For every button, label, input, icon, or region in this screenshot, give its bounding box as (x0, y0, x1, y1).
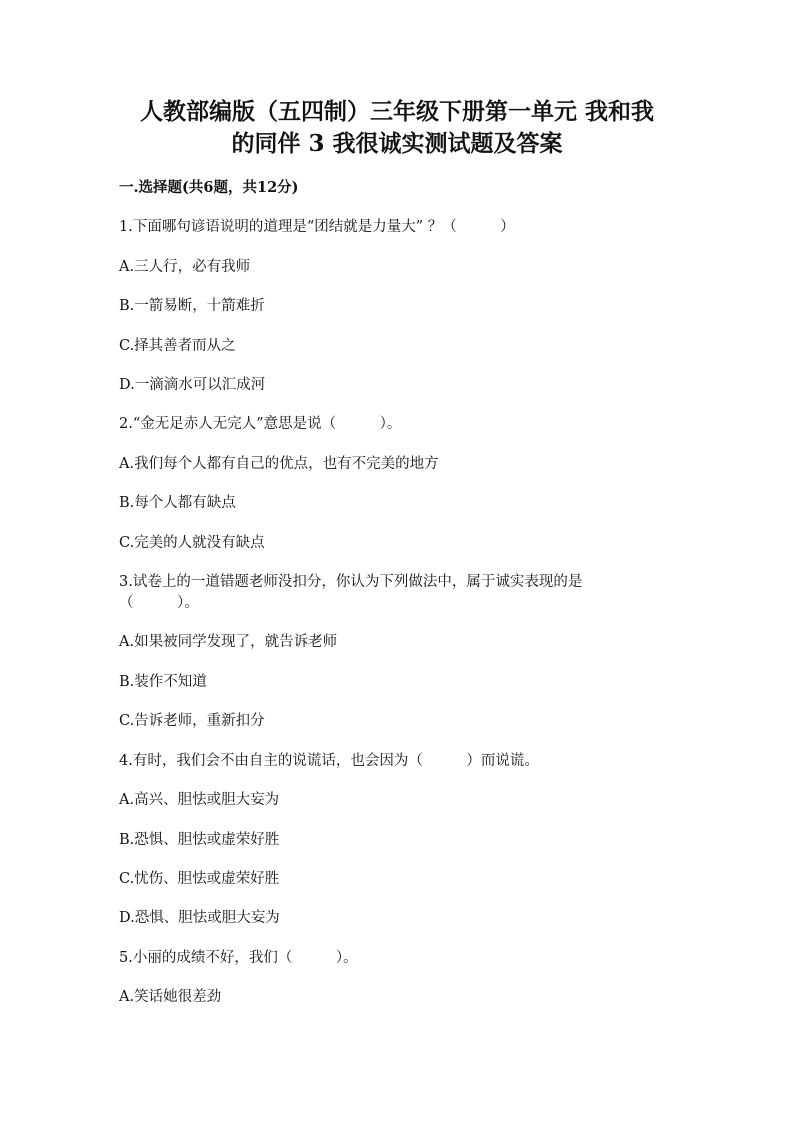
question-3-stem-continued: （ ）。 (119, 595, 199, 611)
question-4-option-a: A.高兴、胆怯或胆大妄为 (119, 792, 280, 808)
question-3-option-b: B.装作不知道 (119, 674, 207, 690)
question-3-option-a: A.如果被同学发现了，就告诉老师 (119, 634, 338, 650)
document-title-line-1: 人教部编版（五四制）三年级下册第一单元 我和我 (139, 98, 654, 125)
question-2-stem: 2.“金无足赤人无完人”意思是说（ ）。 (119, 416, 402, 432)
question-1-option-b: B.一箭易断，十箭难折 (119, 298, 265, 314)
question-3-stem: 3.试卷上的一道错题老师没扣分，你认为下列做法中，属于诚实表现的是 (119, 574, 583, 590)
question-1-option-c: C.择其善者而从之 (119, 338, 236, 354)
question-4-option-b: B.恐惧、胆怯或虚荣好胜 (119, 832, 280, 848)
question-2-option-b: B.每个人都有缺点 (119, 495, 236, 511)
question-1-option-d: D.一滴滴水可以汇成河 (119, 377, 266, 393)
section-heading: 一.选择题(共6题，共12分) (119, 179, 299, 196)
question-2-option-c: C.完美的人就没有缺点 (119, 535, 265, 551)
question-4-option-d: D.恐惧、胆怯或胆大妄为 (119, 910, 280, 926)
question-1-stem: 1.下面哪句谚语说明的道理是“团结就是力量大” ？（ ） (119, 219, 515, 235)
question-5-option-a: A.笑话她很差劲 (119, 989, 222, 1005)
question-4-stem: 4.有时，我们会不由自主的说谎话，也会因为（ ）而说谎。 (119, 753, 539, 769)
question-2-option-a: A.我们每个人都有自己的优点，也有不完美的地方 (119, 456, 439, 472)
question-1-option-a: A.三人行，必有我师 (119, 259, 251, 275)
question-4-option-c: C.忧伤、胆怯或虚荣好胜 (119, 871, 280, 887)
question-3-option-c: C.告诉老师，重新扣分 (119, 713, 265, 729)
document-title-line-2: 的同伴 3 我很诚实测试题及答案 (231, 130, 563, 157)
question-5-stem: 5.小丽的成绩不好，我们（ ）。 (119, 950, 358, 966)
